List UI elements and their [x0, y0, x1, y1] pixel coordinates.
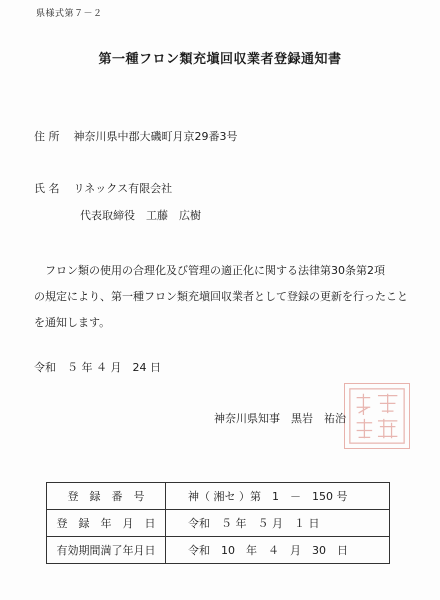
body-line-3: を通知します。 — [34, 316, 111, 329]
address-value: 神奈川県中郡大磯町月京29番3号 — [73, 130, 238, 143]
address-row — [34, 128, 238, 144]
table-value-cell: 令和 ５ 年 ５ 月 １ 日 — [166, 510, 390, 537]
issuer-name: 神奈川県知事 黒岩 祐治 — [214, 412, 346, 425]
name-label: 氏 名 — [34, 182, 60, 195]
representative: 代表取締役 工藤 広樹 — [80, 209, 201, 222]
body-line-1: フロン類の使用の合理化及び管理の適正化に関する法律第30条第2項 — [45, 264, 385, 277]
table-row — [47, 510, 390, 537]
table-value-cell: 令和 10 年 ４ 月 30 日 — [166, 537, 390, 564]
registration-table — [46, 482, 390, 564]
company-name: リネックス有限会社 — [73, 182, 173, 195]
form-number: 県様式第７－２ — [36, 9, 103, 19]
official-seal-stamp — [344, 383, 410, 449]
issue-date: 令和 ５ 年 ４ 月 24 日 — [34, 361, 161, 374]
table-row — [47, 537, 390, 564]
table-value-cell: 神（ 湘セ ）第 1 － 150 号 — [166, 483, 390, 510]
table-header-cell: 登 録 番 号 — [47, 483, 166, 510]
table-row — [47, 483, 390, 510]
name-row — [34, 180, 172, 196]
seal-mark — [345, 384, 409, 448]
notice-body — [34, 258, 414, 336]
table-header-cell: 有効期間満了年月日 — [47, 537, 166, 564]
document-title: 第一種フロン類充塡回収業者登録通知書 — [98, 52, 342, 67]
body-line-2: の規定により、第一種フロン類充塡回収業者として登録の更新を行ったこと — [34, 290, 408, 303]
address-label: 住 所 — [34, 130, 60, 143]
table-header-cell: 登 録 年 月 日 — [47, 510, 166, 537]
